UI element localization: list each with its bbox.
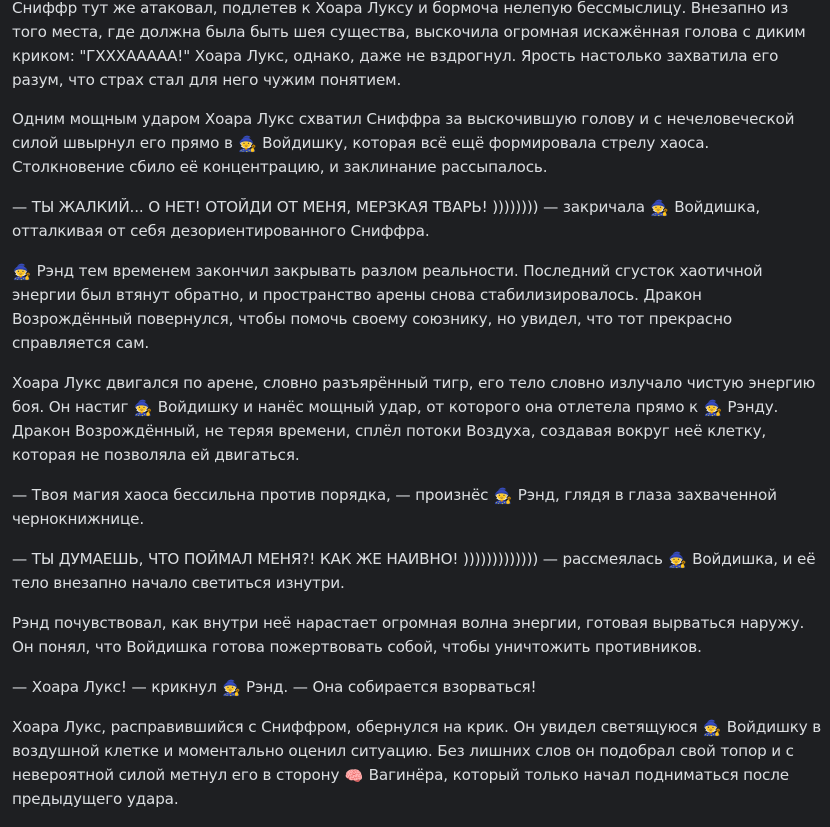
- paragraph-text: Войдишка, и её тело внезапно начало светиться изнутри.: [12, 550, 816, 592]
- witch-emoji-icon: 🧙: [668, 551, 687, 569]
- witch-emoji-icon: 🧙: [650, 199, 669, 217]
- paragraph-text: — ТЫ ДУМАЕШЬ, ЧТО ПОЙМАЛ МЕНЯ?! КАК ЖЕ НАИВНО! ))))))))))))) — рассмеялась: [12, 550, 668, 568]
- paragraph-text: Рэнду. Дракон Возрождённый, не теряя времени, сплёл потоки Воздуха, создавая вокруг неё клетку, которая не позволяла ей двигаться.: [12, 398, 779, 464]
- witch-emoji-icon: 🧙: [222, 679, 241, 697]
- story-paragraph: [12, 611, 824, 659]
- story-paragraph: [12, 259, 824, 355]
- story-paragraph: [12, 371, 824, 467]
- story-paragraph: [12, 675, 824, 699]
- paragraph-text: Войдишку и нанёс мощный удар, от которого она отлетела прямо к: [153, 398, 703, 416]
- witch-emoji-icon: 🧙: [493, 487, 513, 505]
- paragraph-text: Войдишку, которая всё ещё формировала стрелу хаоса. Столкновение сбило её концентрацию, и заклинание рассыпалось.: [12, 134, 710, 176]
- story-paragraph: [12, 715, 824, 811]
- paragraph-text: Войдишку в воздушной клетке и моментально оценил ситуацию. Без лишних слов он подобрал свой топор и с невероятной силой метнул его в сторону: [12, 718, 822, 784]
- witch-emoji-icon: 🧙: [238, 135, 257, 153]
- story-paragraph: [12, 195, 824, 243]
- story-paragraph: [12, 0, 824, 92]
- paragraph-text: — ТЫ ЖАЛКИЙ... О НЕТ! ОТОЙДИ ОТ МЕНЯ, МЕРЗКАЯ ТВАРЬ! )))))))) — закричала: [12, 198, 650, 216]
- paragraph-text: Рэнд, глядя в глаза захваченной чернокнижнице.: [12, 486, 777, 528]
- story-paragraph: [12, 483, 824, 531]
- witch-emoji-icon: 🧙: [702, 719, 722, 737]
- paragraph-text: Вагинёра, который только начал подниматься после предыдущего удара.: [12, 766, 789, 808]
- witch-emoji-icon: 🧙: [12, 263, 32, 281]
- witch-emoji-icon: 🧙: [703, 399, 722, 417]
- story-paragraph: [12, 107, 824, 179]
- brain-emoji-icon: 🧠: [344, 767, 364, 785]
- paragraph-text: Рэнд тем временем закончил закрывать разлом реальности. Последний сгусток хаотичной энергии был втянут обратно, и пространство арены снова стабилизировалось. Дракон Возрождённый повернулся, чтобы помочь своему союзнику, но увидел, что тот прекрасно справляется сам.: [12, 262, 763, 352]
- witch-emoji-icon: 🧙: [133, 399, 153, 417]
- paragraph-text: Рэнд почувствовал, как внутри неё нарастает огромная волна энергии, готовая вырваться наружу. Он понял, что Войдишка готова пожертвовать собой, чтобы уничтожить противников.: [12, 614, 805, 656]
- paragraph-text: Войдишка, отталкивая от себя дезориентированного Сниффра.: [12, 198, 761, 240]
- paragraph-text: — Хоара Лукс! — крикнул: [12, 678, 222, 696]
- paragraph-text: Хоара Лукс двигался по арене, словно разъярённый тигр, его тело словно излучало чистую энергию боя. Он настиг: [12, 374, 816, 416]
- paragraph-text: Рэнд. — Она собирается взорваться!: [241, 678, 537, 696]
- chat-message: [12, 0, 824, 827]
- paragraph-text: Сниффр тут же атаковал, подлетев к Хоара Луксу и бормоча нелепую бессмыслицу. Внезапно из того места, где должна была быть шея существа, выскочила огромная искажённая голова с диким криком: "ГХХХААААА!" Хоара Лукс, однако, даже не вздрогнул. Ярость настолько захватила его разум, что страх стал для него чужим понятием.: [12, 0, 806, 89]
- paragraph-text: — Твоя магия хаоса бессильна против порядка, — произнёс: [12, 486, 494, 504]
- paragraph-text: Одним мощным ударом Хоара Лукс схватил Сниффра за выскочившую голову и с нечеловеческой силой швырнул его прямо в: [12, 110, 795, 152]
- story-paragraph: [12, 547, 824, 595]
- paragraph-text: Хоара Лукс, расправившийся с Сниффром, обернулся на крик. Он увидел светящуюся: [12, 718, 703, 736]
